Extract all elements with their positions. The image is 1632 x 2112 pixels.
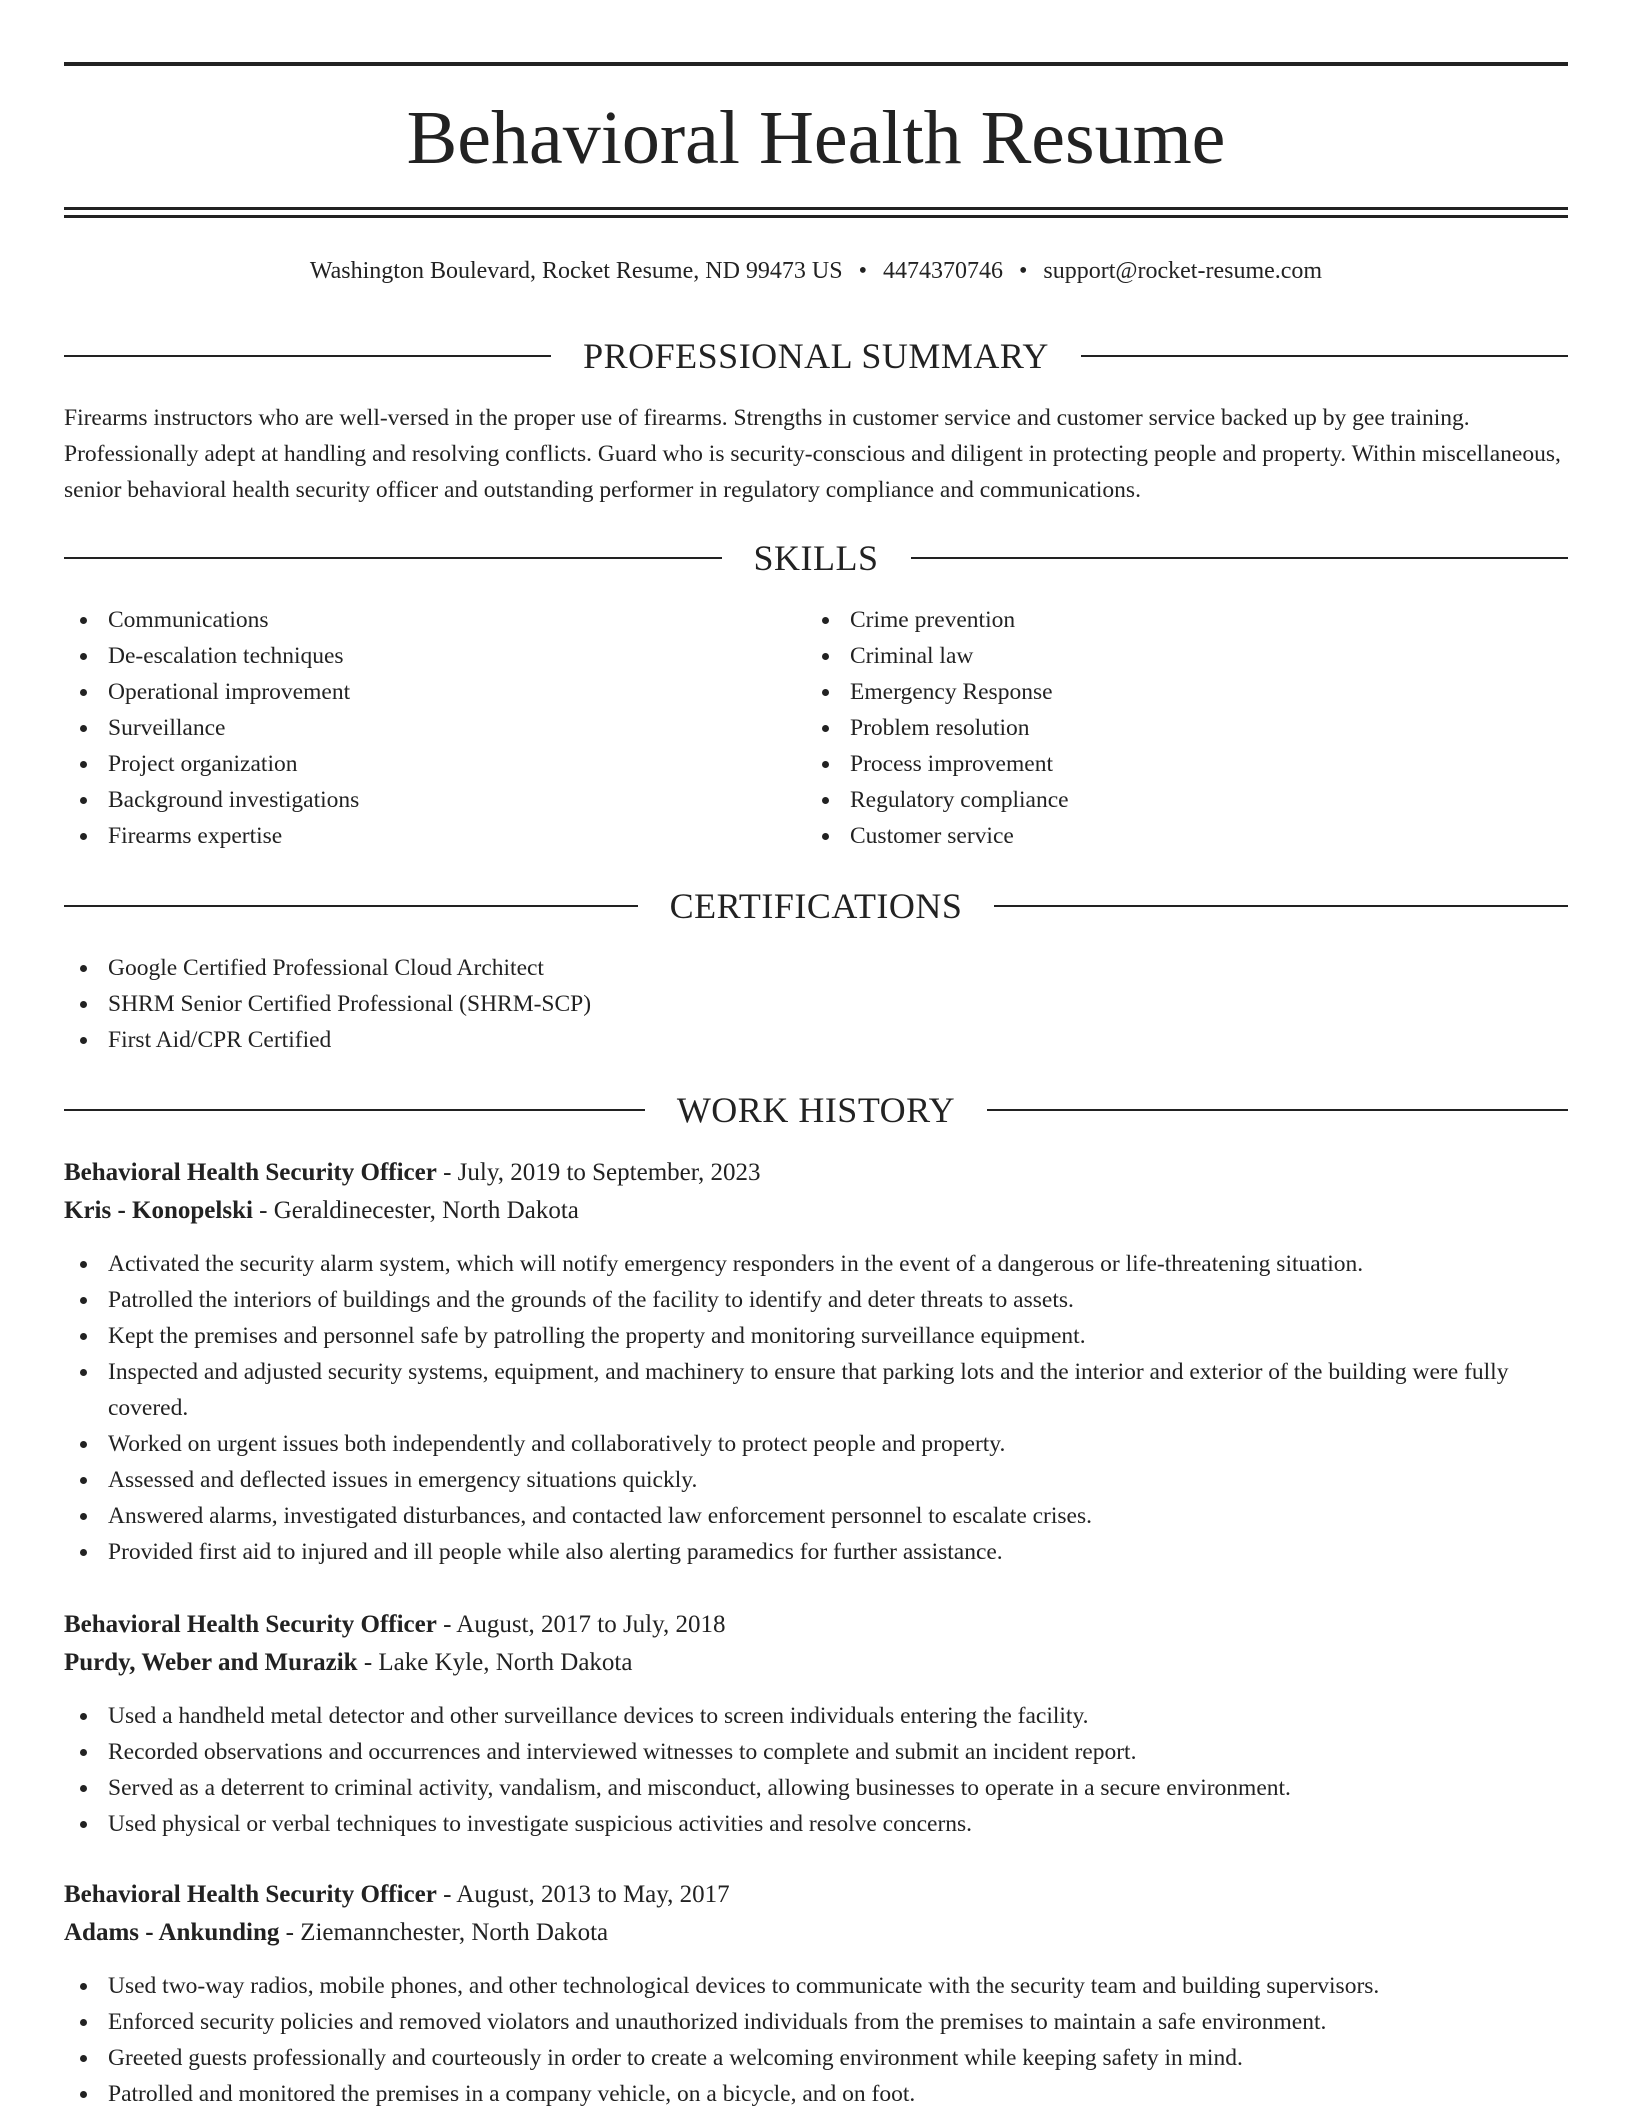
job-bullet-item: Patrolled the interiors of buildings and the grounds of the facility to identify and deter threats to assets.: [64, 1282, 1568, 1318]
skills-column-right: [806, 602, 1548, 854]
contact-address: Washington Boulevard, Rocket Resume, ND 99473 US: [309, 258, 843, 284]
contact-line: [64, 254, 1568, 288]
contact-separator: •: [1019, 258, 1028, 284]
section-title: WORK HISTORY: [676, 1090, 956, 1130]
job-bullet-item: Assessed and deflected issues in emergency situations quickly.: [64, 1462, 1568, 1498]
skill-item: Problem resolution: [806, 710, 1548, 746]
job-dates: - August, 2013 to May, 2017: [436, 1881, 730, 1908]
section-title: PROFESSIONAL SUMMARY: [583, 336, 1049, 376]
heading-rule: [64, 1109, 645, 1111]
job-company-line: [64, 1914, 1568, 1952]
job-company: Adams - Ankunding: [64, 1919, 280, 1946]
job-bullet-item: Used a handheld metal detector and other surveillance devices to screen individuals entering the facility.: [64, 1698, 1568, 1734]
job-bullet-item: Used physical or verbal techniques to investigate suspicious activities and resolve concerns.: [64, 1806, 1568, 1842]
skill-item: Process improvement: [806, 746, 1548, 782]
skill-item: Operational improvement: [64, 674, 806, 710]
job-bullets: [64, 1698, 1568, 1842]
section-heading-skills: [64, 536, 1568, 580]
heading-rule: [64, 557, 722, 559]
job-bullets: [64, 1968, 1568, 2112]
certifications-list: [64, 950, 1568, 1058]
skill-item: Customer service: [806, 818, 1548, 854]
skill-item: Emergency Response: [806, 674, 1548, 710]
job-location: - Ziemannchester, North Dakota: [279, 1919, 609, 1946]
heading-rule: [1081, 355, 1568, 357]
contact-phone: 4474370746: [883, 258, 1003, 284]
job-entry-2: [64, 1606, 1568, 1842]
skill-item: Criminal law: [806, 638, 1548, 674]
job-bullet-item: Recorded observations and occurrences and interviewed witnesses to complete and submit an incident report.: [64, 1734, 1568, 1770]
skill-item: Firearms expertise: [64, 818, 806, 854]
summary-text: Firearms instructors who are well-versed in the proper use of firearms. Strengths in customer service and customer service backed up by gee training. Professionally adept at handling and resolving conflicts. Guard who is security-conscious and diligent in protecting people and property. Within miscellaneous, senior behavioral health security officer and outstanding performer in regulatory compliance and communications.: [64, 405, 1561, 503]
section-heading-work-history: [64, 1088, 1568, 1132]
job-company: Kris - Konopelski: [64, 1197, 253, 1224]
skill-item: Project organization: [64, 746, 806, 782]
job-bullet-item: Enforced security policies and removed violators and unauthorized individuals from the premises to maintain a safe environment.: [64, 2004, 1568, 2040]
job-location: - Geraldinecester, North Dakota: [252, 1197, 579, 1224]
certification-item: SHRM Senior Certified Professional (SHRM-SCP): [64, 986, 1568, 1022]
section-heading-summary: [64, 334, 1568, 378]
heading-rule: [64, 355, 551, 357]
job-bullet-item: Activated the security alarm system, which will notify emergency responders in the event of a dangerous or life-threatening situation.: [64, 1246, 1568, 1282]
job-bullet-item: Patrolled and monitored the premises in a company vehicle, on a bicycle, and on foot.: [64, 2076, 1568, 2112]
certification-item: First Aid/CPR Certified: [64, 1022, 1568, 1058]
contact-separator: •: [858, 258, 867, 284]
job-title-line: [64, 1876, 1568, 1914]
job-title: Behavioral Health Security Officer: [64, 1159, 437, 1186]
job-bullet-item: Used two-way radios, mobile phones, and other technological devices to communicate with the security team and building supervisors.: [64, 1968, 1568, 2004]
job-dates: - August, 2017 to July, 2018: [436, 1611, 726, 1638]
heading-rule: [994, 905, 1568, 907]
skill-item: De-escalation techniques: [64, 638, 806, 674]
section-title: SKILLS: [753, 538, 879, 578]
job-title-line: [64, 1154, 1568, 1192]
job-bullet-item: Kept the premises and personnel safe by patrolling the property and monitoring surveillance equipment.: [64, 1318, 1568, 1354]
skill-item: Background investigations: [64, 782, 806, 818]
contact-email: support@rocket-resume.com: [1043, 258, 1323, 284]
job-bullet-item: Provided first aid to injured and ill people while also alerting paramedics for further assistance.: [64, 1534, 1568, 1570]
skill-item: Surveillance: [64, 710, 806, 746]
job-bullet-item: Greeted guests professionally and courteously in order to create a welcoming environment while keeping safety in mind.: [64, 2040, 1568, 2076]
job-bullet-item: Answered alarms, investigated disturbances, and contacted law enforcement personnel to escalate crises.: [64, 1498, 1568, 1534]
job-company: Purdy, Weber and Murazik: [64, 1649, 358, 1676]
job-entry-1: [64, 1154, 1568, 1570]
job-entry-3: [64, 1876, 1568, 2112]
job-bullets: [64, 1246, 1568, 1570]
job-bullet-item: Inspected and adjusted security systems, equipment, and machinery to ensure that parking lots and the interior and exterior of the building were fully covered.: [64, 1354, 1568, 1426]
title-double-rule: [64, 207, 1568, 218]
job-title: Behavioral Health Security Officer: [64, 1881, 437, 1908]
section-heading-certifications: [64, 884, 1568, 928]
heading-rule: [64, 905, 638, 907]
skills-list: [64, 602, 1568, 854]
job-location: - Lake Kyle, North Dakota: [357, 1649, 633, 1676]
heading-rule: [911, 557, 1569, 559]
job-bullet-item: Served as a deterrent to criminal activity, vandalism, and misconduct, allowing businesses to operate in a secure environment.: [64, 1770, 1568, 1806]
job-company-line: [64, 1644, 1568, 1682]
heading-rule: [987, 1109, 1568, 1111]
certifications-items: [64, 950, 1568, 1058]
skill-item: Communications: [64, 602, 806, 638]
skill-item: Regulatory compliance: [806, 782, 1548, 818]
resume-title: Behavioral Health Resume: [406, 96, 1226, 180]
skills-column-left: [64, 602, 806, 854]
job-title-line: [64, 1606, 1568, 1644]
section-title: CERTIFICATIONS: [669, 886, 963, 926]
top-rule: [64, 62, 1568, 66]
certification-item: Google Certified Professional Cloud Architect: [64, 950, 1568, 986]
job-bullet-item: Worked on urgent issues both independently and collaboratively to protect people and property.: [64, 1426, 1568, 1462]
job-dates: - July, 2019 to September, 2023: [436, 1159, 761, 1186]
job-title: Behavioral Health Security Officer: [64, 1611, 437, 1638]
skill-item: Crime prevention: [806, 602, 1548, 638]
job-company-line: [64, 1192, 1568, 1230]
